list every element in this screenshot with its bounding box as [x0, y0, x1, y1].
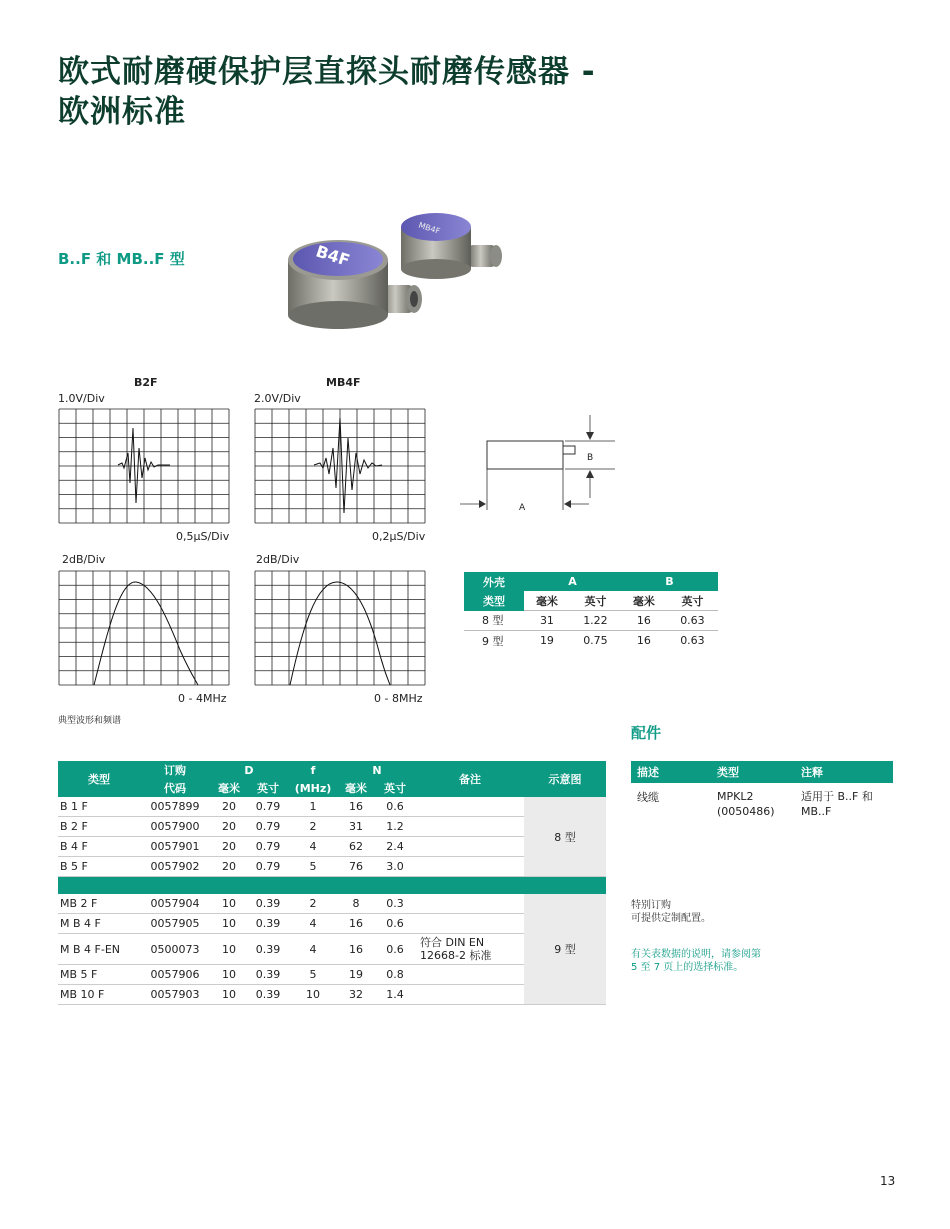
cell-d-mm: 20	[210, 817, 248, 837]
mb4f-db-div: 2dB/Div	[256, 553, 300, 566]
cell-d-mm: 10	[210, 914, 248, 934]
special-order-line-1: 特别订购	[631, 900, 671, 911]
mb4f-waveform	[314, 418, 382, 513]
cell-code: 0057900	[140, 817, 210, 837]
dimension-table	[464, 572, 718, 650]
b2f-waveform-grid	[58, 408, 230, 524]
cell-d-mm: 20	[210, 797, 248, 817]
cell-code: 0057903	[140, 985, 210, 1005]
cell-f: 4	[288, 837, 338, 857]
cell-n-in: 0.6	[374, 934, 416, 965]
dim-h-a: A	[524, 572, 621, 591]
cell-n-in: 0.3	[374, 894, 416, 914]
table-row	[58, 934, 606, 965]
cell-n-mm: 16	[338, 914, 374, 934]
dim-label-b: B	[587, 453, 594, 463]
cell-type: M B 4 F	[58, 914, 140, 934]
cell-d-mm: 20	[210, 857, 248, 877]
b2f-volt-div: 1.0V/Div	[58, 392, 105, 405]
product-table	[58, 761, 606, 1005]
accessories-heading: 配件	[631, 724, 662, 742]
cell-n-mm: 62	[338, 837, 374, 857]
cell-n-mm: 19	[338, 965, 374, 985]
cell-type: B 5 F	[58, 857, 140, 877]
cell-note	[416, 837, 524, 857]
accessories-table	[631, 761, 893, 823]
title-line-1: 欧式耐磨硬保护层直探头耐磨传感器 -	[58, 54, 596, 90]
cell-note	[416, 894, 524, 914]
cell-type: B 1 F	[58, 797, 140, 817]
cell-n-in: 2.4	[374, 837, 416, 857]
small-probe-label: MB4F	[417, 220, 442, 236]
dim-h-b-mm: 毫米	[621, 591, 667, 611]
special-order-note	[631, 899, 711, 925]
dim-cell-a-mm: 19	[539, 634, 554, 647]
th-d-in: 英寸	[248, 779, 288, 797]
cell-d-in: 0.79	[248, 817, 288, 837]
cell-f: 5	[288, 965, 338, 985]
dim-cell-b-mm: 16	[636, 634, 651, 647]
cell-note	[416, 985, 524, 1005]
page-title	[58, 52, 596, 132]
th-notes: 备注	[416, 761, 524, 797]
dim-cell-b-in: 0.63	[667, 611, 718, 631]
dim-cell-a-in: 0.75	[583, 634, 608, 647]
reference-note-line-2: 5 至 7 页上的选择标准。	[631, 962, 744, 973]
b2f-spectrum-grid	[58, 570, 230, 686]
mb4f-waveform-grid	[254, 408, 426, 524]
cell-note	[416, 797, 524, 817]
cell-n-in: 0.6	[374, 914, 416, 934]
diagram-type-cell: 8 型	[524, 797, 606, 877]
cell-f: 4	[288, 914, 338, 934]
mb4f-spectrum-grid	[254, 570, 426, 686]
dim-cell-a-in: 1.22	[570, 611, 621, 631]
dim-row	[464, 611, 718, 631]
dim-cell-type: 8 型	[464, 611, 524, 631]
cell-note	[416, 914, 524, 934]
th-d-mm: 毫米	[210, 779, 248, 797]
table-row	[58, 914, 606, 934]
dim-h-a-mm: 毫米	[524, 591, 570, 611]
cell-f: 4	[288, 934, 338, 965]
cell-d-in: 0.39	[248, 985, 288, 1005]
subheading: B..F 和 MB..F 型	[58, 250, 185, 268]
cell-code: 0500073	[140, 934, 210, 965]
cell-note	[416, 857, 524, 877]
dim-h-b: B	[621, 572, 718, 591]
dim-h-b-in: 英寸	[667, 591, 718, 611]
cell-type: B 2 F	[58, 817, 140, 837]
th-n: N	[338, 761, 416, 779]
b2f-name: B2F	[134, 376, 158, 389]
th-type: 类型	[58, 761, 140, 797]
cell-n-mm: 16	[338, 934, 374, 965]
cell-code: 0057906	[140, 965, 210, 985]
cell-code: 0057904	[140, 894, 210, 914]
dim-h-case-1: 外壳	[464, 572, 524, 591]
dim-cell-b-in: 0.63	[680, 634, 705, 647]
reference-note-line-1: 有关表数据的说明，请参阅第	[631, 949, 761, 960]
acc-row	[631, 783, 893, 823]
cell-n-in: 0.8	[374, 965, 416, 985]
dimension-drawing	[455, 410, 625, 520]
dim-label-a: A	[519, 503, 526, 513]
cell-n-mm: 32	[338, 985, 374, 1005]
cell-n-mm: 31	[338, 817, 374, 837]
th-d: D	[210, 761, 288, 779]
diagram-type-cell: 9 型	[524, 894, 606, 1005]
dim-cell-b-mm: 16	[621, 611, 667, 631]
table-row	[58, 837, 606, 857]
table-row	[58, 797, 606, 817]
cell-note	[416, 817, 524, 837]
cell-d-mm: 10	[210, 894, 248, 914]
small-probe	[401, 213, 502, 279]
cell-n-mm: 8	[338, 894, 374, 914]
cell-code: 0057902	[140, 857, 210, 877]
cell-code: 0057899	[140, 797, 210, 817]
b2f-time-div: 0,5µS/Div	[176, 530, 230, 543]
table-row	[58, 985, 606, 1005]
cell-n-mm: 16	[338, 797, 374, 817]
acc-note: 适用于 B..F 和 MB..F	[801, 790, 873, 818]
cell-d-mm: 20	[210, 837, 248, 857]
cell-f: 10	[288, 985, 338, 1005]
th-code-1: 订购	[140, 761, 210, 779]
dim-h-case-2: 类型	[464, 591, 524, 611]
mb4f-name: MB4F	[326, 376, 361, 389]
page-number: 13	[880, 1174, 896, 1188]
cell-n-in: 3.0	[374, 857, 416, 877]
cell-d-in: 0.39	[248, 894, 288, 914]
cell-f: 1	[288, 797, 338, 817]
cell-n-in: 1.4	[374, 985, 416, 1005]
dim-row	[464, 631, 718, 651]
acc-type: MPKL2 (0050486)	[717, 790, 775, 818]
cell-type: MB 2 F	[58, 894, 140, 914]
cell-n-in: 0.6	[374, 797, 416, 817]
th-f-unit: (MHz)	[288, 779, 338, 797]
large-probe-label: B4F	[313, 241, 353, 271]
dim-h-a-in: 英寸	[570, 591, 621, 611]
th-diagram: 示意图	[524, 761, 606, 797]
table-row	[58, 894, 606, 914]
dim-cell-a-mm: 31	[524, 611, 570, 631]
th-n-mm: 毫米	[338, 779, 374, 797]
cell-n-mm: 76	[338, 857, 374, 877]
table-row	[58, 965, 606, 985]
cell-d-in: 0.79	[248, 857, 288, 877]
acc-h-type: 类型	[711, 761, 795, 783]
cell-d-in: 0.79	[248, 797, 288, 817]
mb4f-volt-div: 2.0V/Div	[254, 392, 301, 405]
cell-type: MB 5 F	[58, 965, 140, 985]
group-separator	[58, 877, 606, 895]
cell-d-in: 0.39	[248, 934, 288, 965]
cell-n-in: 1.2	[374, 817, 416, 837]
mb4f-freq-range: 0 - 8MHz	[374, 692, 423, 705]
cell-type: B 4 F	[58, 837, 140, 857]
table-row	[58, 857, 606, 877]
cell-d-in: 0.39	[248, 914, 288, 934]
dim-cell-type: 9 型	[482, 634, 504, 648]
acc-desc: 线缆	[637, 791, 659, 804]
acc-h-note: 注释	[795, 761, 893, 783]
cell-code: 0057901	[140, 837, 210, 857]
cell-d-in: 0.39	[248, 965, 288, 985]
cell-code: 0057905	[140, 914, 210, 934]
table-row	[58, 817, 606, 837]
cell-f: 2	[288, 894, 338, 914]
mb4f-time-div: 0,2µS/Div	[372, 530, 426, 543]
th-code-2: 代码	[140, 779, 210, 797]
cell-note	[416, 965, 524, 985]
acc-h-desc: 描述	[631, 761, 711, 783]
cell-d-mm: 10	[210, 985, 248, 1005]
th-n-in: 英寸	[374, 779, 416, 797]
cell-d-in: 0.79	[248, 837, 288, 857]
waveform-caption: 典型波形和频谱	[58, 716, 122, 726]
b2f-freq-range: 0 - 4MHz	[178, 692, 227, 705]
special-order-line-2: 可提供定制配置。	[631, 913, 711, 924]
th-f: f	[288, 761, 338, 779]
cell-d-mm: 10	[210, 934, 248, 965]
cell-type: MB 10 F	[58, 985, 140, 1005]
cell-note: 符合 DIN EN 12668-2 标准	[416, 934, 524, 965]
cell-f: 2	[288, 817, 338, 837]
title-line-2: 欧洲标准	[58, 94, 186, 130]
cell-d-mm: 10	[210, 965, 248, 985]
b2f-db-div: 2dB/Div	[62, 553, 106, 566]
probe-photo	[280, 205, 510, 340]
cell-f: 5	[288, 857, 338, 877]
cell-type: M B 4 F-EN	[58, 934, 140, 965]
reference-note	[631, 948, 761, 974]
